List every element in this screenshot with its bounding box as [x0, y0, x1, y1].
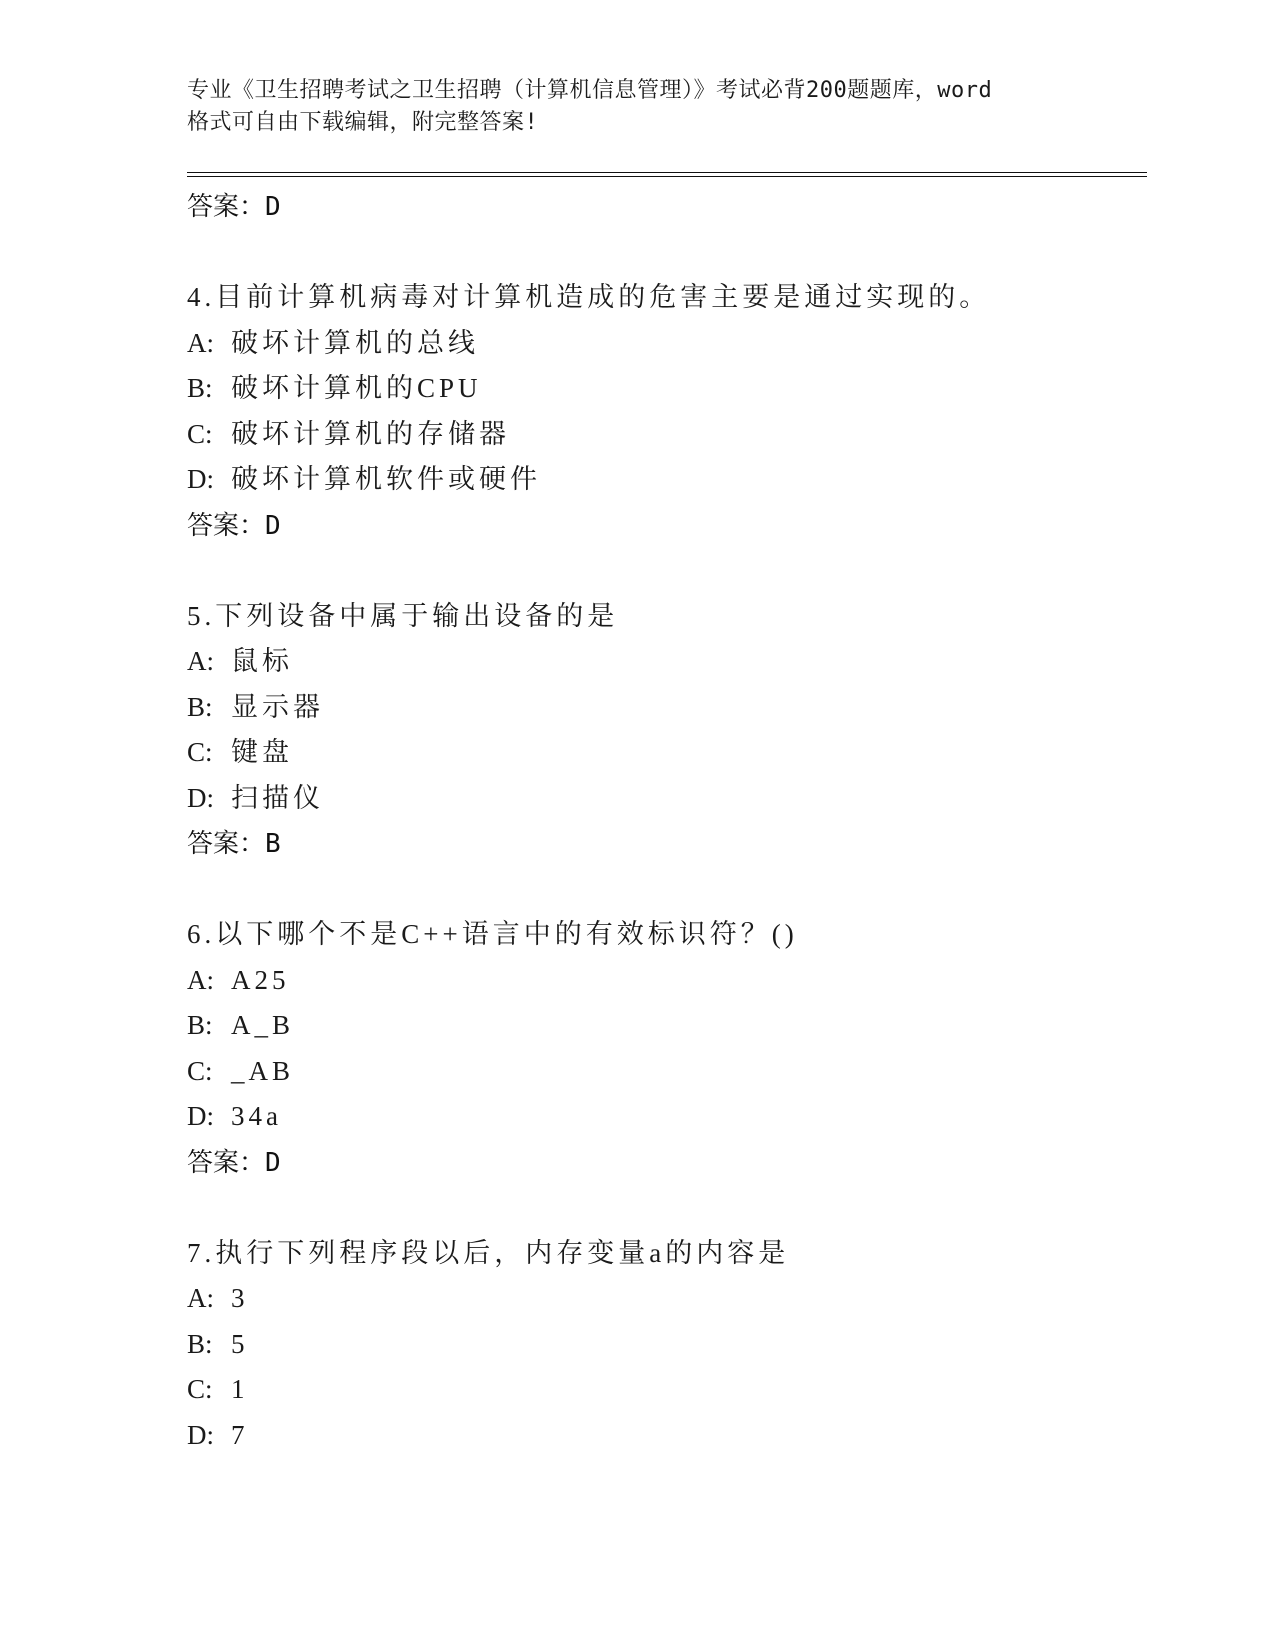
option-b: [187, 366, 1147, 412]
option-label: B:: [187, 1010, 213, 1040]
option-label: B:: [187, 691, 213, 722]
option-text: A25: [231, 964, 290, 995]
header-divider-secondary: [187, 176, 1147, 177]
option-text: 扫描仪: [231, 782, 324, 813]
option-text: 鼠标: [231, 646, 293, 676]
option-text: 5: [231, 1328, 249, 1359]
answer-line: 答案：D: [187, 1147, 281, 1178]
option-d: [187, 1094, 1147, 1140]
option-text: 7: [231, 1419, 249, 1450]
option-label: C:: [187, 1374, 213, 1404]
option-a: [187, 639, 1147, 685]
header-line-2: 格式可自由下载编辑，附完整答案!: [187, 110, 539, 135]
option-text: 破坏计算机的CPU: [231, 373, 482, 403]
option-text: 破坏计算机的总线: [231, 327, 479, 358]
option-label: A:: [187, 646, 214, 676]
document-header: [187, 75, 1147, 139]
option-label: D:: [187, 464, 214, 494]
question-block: [187, 912, 1147, 1186]
option-a: [187, 321, 1147, 367]
option-text: 显示器: [231, 691, 324, 722]
option-c: [187, 1367, 1147, 1413]
question-block: [187, 594, 1147, 868]
document-page: [187, 0, 1147, 1458]
option-text: 34a: [231, 1101, 282, 1131]
option-label: A:: [187, 964, 214, 995]
option-a: [187, 958, 1147, 1004]
option-label: D:: [187, 1419, 214, 1450]
option-text: 键盘: [231, 737, 293, 767]
option-c: [187, 1049, 1147, 1095]
option-text: 破坏计算机的存储器: [231, 418, 510, 449]
option-label: C:: [187, 1055, 213, 1086]
option-b: [187, 1003, 1147, 1049]
answer-line: 答案：D: [187, 510, 281, 541]
option-a: [187, 1276, 1147, 1322]
option-text: A_B: [231, 1010, 295, 1040]
option-c: [187, 730, 1147, 776]
question-text: 5.下列设备中属于输出设备的是: [187, 600, 619, 631]
option-label: C:: [187, 418, 213, 449]
header-line-1: 专业《卫生招聘考试之卫生招聘（计算机信息管理）》考试必背200题题库，word: [187, 78, 993, 103]
question-block: [187, 1231, 1147, 1459]
option-label: A:: [187, 327, 214, 358]
answer-line: 答案：D: [187, 192, 281, 222]
option-label: D:: [187, 1101, 214, 1131]
option-text: _AB: [231, 1055, 295, 1086]
option-text: 破坏计算机软件或硬件: [231, 464, 541, 494]
question-block: [187, 275, 1147, 549]
option-b: [187, 1322, 1147, 1368]
question-text: 4.目前计算机病毒对计算机造成的危害主要是通过实现的。: [187, 282, 991, 312]
option-d: [187, 1413, 1147, 1459]
option-label: A:: [187, 1283, 214, 1313]
option-c: [187, 412, 1147, 458]
answer-line: 答案：B: [187, 829, 281, 859]
option-label: D:: [187, 782, 214, 813]
option-text: 1: [231, 1374, 249, 1404]
option-b: [187, 685, 1147, 731]
option-text: 3: [231, 1283, 249, 1313]
option-d: [187, 457, 1147, 503]
question-text: 6.以下哪个不是C++语言中的有效标识符？(): [187, 919, 798, 949]
option-d: [187, 776, 1147, 822]
option-label: B:: [187, 1328, 213, 1359]
option-label: C:: [187, 737, 213, 767]
question-text: 7.执行下列程序段以后，内存变量a的内容是: [187, 1237, 790, 1268]
header-divider: [187, 172, 1147, 173]
option-label: B:: [187, 373, 213, 403]
